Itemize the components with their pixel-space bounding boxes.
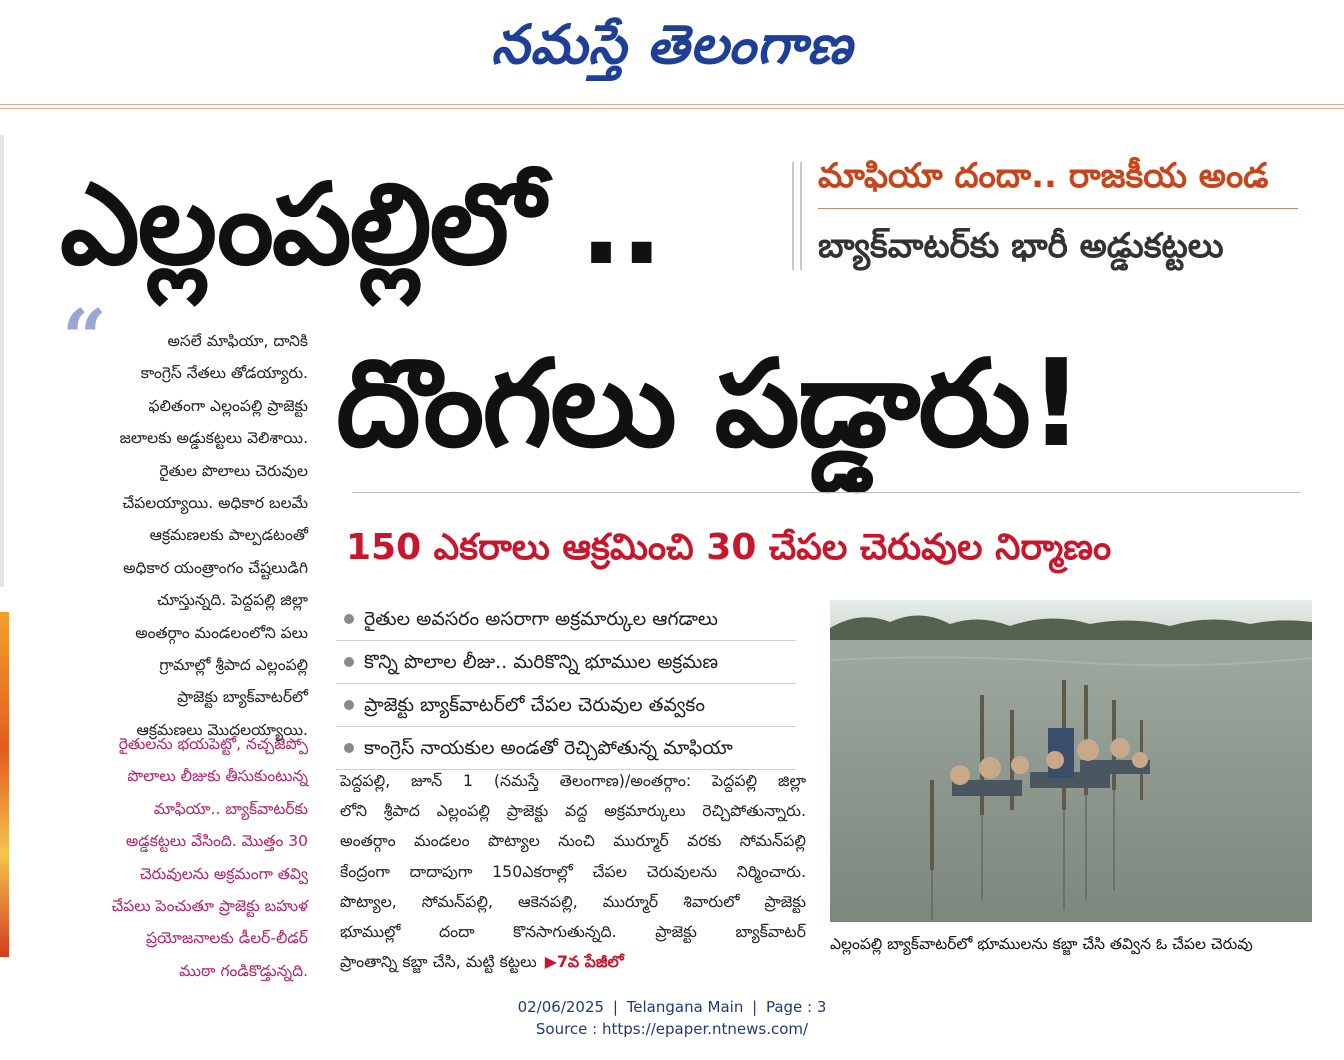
body-line <box>340 947 806 977</box>
highlight-column <box>62 728 308 987</box>
list-item <box>336 684 796 727</box>
page-footer <box>0 996 1344 1040</box>
footer-page: Page : 3 <box>765 998 827 1016</box>
kicker-line-1: మాఫియా దందా.. రాజకీయ అండ <box>818 156 1269 196</box>
body-line: అంతర్గాం మండలం పొట్యాల నుంచి ముర్మూర్‌ వరకు సోమన్‌పల్లి <box>340 831 806 851</box>
bullet-text: కాంగ్రెస్‌ నాయకుల అండతో రెచ్చిపోతున్న మాఫియా <box>364 737 733 759</box>
headline-part-2: దొంగలు పడ్డారు! <box>336 335 1082 474</box>
body-line: పెద్దపల్లి, జూన్‌ 1 (నమస్తే తెలంగాణ)/అంతర్గాం: పెద్దపల్లి జిల్లా <box>340 771 806 790</box>
bullet-icon <box>344 700 354 710</box>
body-line: కేంద్రంగా దాదాపుగా 150ఎకరాల్లో చేపల చెరువులను నిర్మించారు. <box>340 861 806 881</box>
bullet-text: ప్రాజెక్టు బ్యాక్‌వాటర్‌లో చేపల చెరువుల తవ్వకం <box>364 694 705 716</box>
intro-line: రైతుల పొలాలు చెరువుల <box>159 461 308 480</box>
body-line: లోని శ్రీపాద ఎల్లంపల్లి ప్రాజెక్టు వద్ద అక్రమార్కులు రెచ్చిపోతున్నారు. <box>340 801 806 821</box>
highlight-line: ప్రయోజనాలకు డీలర్‌-లీడర్‌ <box>145 929 308 948</box>
adjacent-page-edge <box>0 135 4 587</box>
photo-caption: ఎల్లంపల్లి బ్యాక్‌వాటర్‌లో భూములను కబ్జా చేసి తవ్విన ఓ చేపల చెరువు <box>830 935 1253 953</box>
quote-icon: “ <box>62 293 107 384</box>
play-arrow-icon: ▶ <box>544 952 557 972</box>
intro-line: అసలే మాఫియా, దానికి <box>167 332 308 350</box>
intro-line: కాంగ్రెస్‌ నేతలు తోడయ్యారు. <box>140 364 308 383</box>
footer-date: 02/06/2025 <box>517 998 605 1016</box>
intro-line: అంతర్గాం మండలంలోని పలు <box>135 623 308 642</box>
highlight-line: చేపలు పెంచుతూ ప్రాజెక్టు బహుళ <box>111 897 308 916</box>
footer-edition: Telangana Main <box>626 998 744 1016</box>
body-last-line: ప్రాంతాన్ని కబ్జా చేసి, మట్టి కట్టలు <box>340 952 537 972</box>
intro-line: ఫలితంగా ఎల్లంపల్లి ప్రాజెక్టు <box>148 396 308 415</box>
continued-link[interactable] <box>545 952 624 971</box>
highlight-line: మాఫియా.. బ్యాక్‌వాటర్‌కు <box>153 799 308 818</box>
bullet-text: రైతుల అవసరం అసరాగా అక్రమార్కుల ఆగడాలు <box>364 608 718 630</box>
intro-line: ఆక్రమణలకు పాల్పడటంతో <box>149 526 308 545</box>
kicker-divider <box>792 162 802 270</box>
intro-line: అధికార యంత్రాంగం చేష్టలుడిగి <box>123 558 308 577</box>
kicker-line-2: బ్యాక్‌వాటర్‌కు భారీ అడ్డుకట్టలు <box>818 226 1224 266</box>
headline-part-1: ఎల్లంపల్లిలో .. <box>60 160 661 290</box>
headline-divider <box>352 492 1300 493</box>
subheadline: 150 ఎకరాలు ఆక్రమించి 30 చేపల చెరువుల నిర్మాణం <box>346 527 1112 568</box>
intro-line: ప్రాజెక్టు బ్యాక్‌వాటర్‌లో <box>177 688 308 707</box>
footer-meta: 02/06/2025 | Telangana Main | Page : 3 <box>517 998 827 1016</box>
newspaper-logo: నమస్తే తెలంగాణ <box>491 12 853 76</box>
intro-line: ఆక్రమణలు మొదలయ్యాయి. <box>136 720 308 739</box>
bullet-text: కొన్ని పొలాల లీజు.. మరికొన్ని భూముల అక్రమణ <box>364 651 719 673</box>
kicker-rule <box>818 208 1298 209</box>
intro-line: గ్రామాల్లో శ్రీపాద ఎల్లంపల్లి <box>159 656 308 675</box>
highlights-list <box>336 598 796 770</box>
continued-page-label: 7వ పేజీలో <box>556 952 624 972</box>
bullet-icon <box>344 657 354 667</box>
highlight-line: అడ్డకట్టలు వేసింది. మొత్తం 30 <box>125 832 308 851</box>
intro-column <box>76 325 308 746</box>
fish-pond-photo <box>830 600 1312 922</box>
highlight-line: పొలాలు లీజుకు తీసుకుంటున్న <box>127 767 308 786</box>
article-photo <box>830 600 1312 922</box>
bullet-icon <box>344 614 354 624</box>
article-body <box>340 766 806 977</box>
masthead-divider <box>0 104 1344 109</box>
intro-line: చేపలయ్యాయి. అధికార బలమే <box>122 494 308 513</box>
list-item <box>336 598 796 641</box>
body-line: పొట్యాల, సోమన్‌పల్లి, ఆకెనపల్లి, ముర్మూర్‌ శివారులో ప్రాజెక్టు <box>340 891 806 911</box>
footer-source[interactable]: Source : https://epaper.ntnews.com/ <box>535 1020 809 1038</box>
highlight-line: చెరువులను అక్రమంగా తవ్వి <box>139 864 308 883</box>
intro-line: చూస్తున్నది. పెద్దపల్లి జిల్లా <box>156 591 308 610</box>
list-item <box>336 641 796 684</box>
highlight-line: ముఠా గండికొడ్తున్నది. <box>179 961 308 980</box>
adjacent-advertisement-strip <box>0 612 9 957</box>
intro-line: జలాలకు అడ్డుకట్టలు వెలిశాయి. <box>119 429 308 448</box>
list-item <box>336 727 796 770</box>
masthead <box>0 0 1344 112</box>
bullet-icon <box>344 743 354 753</box>
highlight-line: రైతులను భయపెట్టో, నచ్చజెప్పో <box>118 735 308 753</box>
body-line: భూముల్లో దందా కొనసాగుతున్నది. ప్రాజెక్టు బ్యాక్‌వాటర్‌ <box>340 922 806 942</box>
